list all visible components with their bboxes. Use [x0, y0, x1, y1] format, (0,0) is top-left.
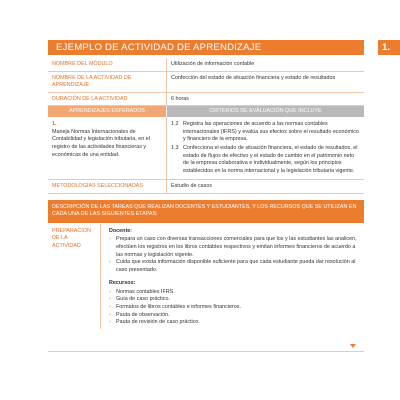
bullet-arrow-icon: ›	[109, 319, 111, 326]
info-row-activity	[48, 72, 364, 93]
resource-item-text: Guía de caso práctico.	[116, 296, 170, 303]
teacher-title: Docente:	[109, 227, 133, 234]
learning-header: APRENDIZAJES ESPERADOS	[48, 106, 166, 117]
column-headers	[48, 106, 364, 117]
resource-item-text: Pauta de revisión de caso práctico.	[116, 319, 200, 326]
info-row-duration	[48, 93, 364, 107]
criterion-text: Registra las operaciones de acuerdo a las normas contables internacionales (IFRS) y evalúa sus efectos sobre el resultado económico y financiero de la empresa.	[183, 121, 359, 143]
learning-number: 1.	[52, 121, 57, 128]
bottom-divider	[48, 351, 364, 352]
bullet-arrow-icon: ›	[109, 236, 111, 243]
bullet-arrow-icon: ›	[109, 288, 111, 295]
bullet-arrow-icon: ›	[109, 303, 111, 310]
preparation-row	[48, 224, 364, 329]
duration-label: DURACIÓN DE LA ACTIVIDAD	[52, 95, 128, 102]
resource-item	[109, 289, 360, 297]
description-banner: DESCRIPCIÓN DE LAS TAREAS QUE REALIZAN DOCENTES Y ESTUDIANTES, Y LOS RECURSOS QUE SE UTILIZAN EN CADA UNA DE LAS SIGUIENTES ETAPAS:	[48, 200, 364, 223]
resource-item	[109, 296, 360, 304]
bullet-arrow-icon: ›	[109, 259, 111, 266]
criteria-header: CRITERIOS DE EVALUACIÓN QUE INCLUYE	[166, 106, 364, 117]
bullet-arrow-icon: ›	[109, 296, 111, 303]
methodology-row	[48, 180, 364, 194]
page-number: 1.	[378, 40, 400, 55]
teacher-item	[109, 236, 360, 259]
activity-table	[48, 58, 364, 329]
learning-cell	[48, 117, 166, 179]
criterion-text: Confecciona el estado de situación financiera, el estado de resultados, el estado de flujos de efectivo y el estado de cambio en el patrimonio neto de la empresa colaborativa e individualmente, según los principios establecidos en la norma internacional y la legislación tributaria vigente.	[183, 144, 358, 174]
resource-item	[109, 304, 360, 312]
module-value: Utilización de información contable	[166, 58, 364, 71]
module-label: NOMBRE DEL MÓDULO	[52, 61, 113, 67]
resource-item-text: Normas contables IFRS.	[116, 288, 175, 295]
resource-item	[109, 312, 360, 320]
criteria-cell	[166, 117, 364, 179]
teacher-item-text: Cuida que exista información disponible suficiente para que cada estudiante pueda dar resolución al caso presentado.	[116, 259, 356, 273]
teacher-item	[109, 259, 360, 274]
resource-item	[109, 319, 360, 327]
learning-criteria-row	[48, 117, 364, 180]
methodology-label: METODOLOGÍAS SELECCIONADAS	[52, 183, 143, 190]
resource-item-text: Formatos de libros contables e informes financieros.	[116, 303, 241, 310]
teacher-item-text: Prepara un caso con diversas transacciones comerciales para que los y las estudiantes las analicen, efectúen los registros en los libros contables respectivos y emitan informes financieros de acuerdo a las normas y legislación vigente.	[116, 236, 357, 258]
methodology-value: Estudio de casos	[166, 180, 364, 193]
page-title: EJEMPLO DE ACTIVIDAD DE APRENDIZAJE	[48, 40, 364, 55]
preparation-body	[100, 224, 364, 329]
duration-value: 6 horas	[166, 93, 364, 106]
preparation-label: PREPARACIÓN DE LA ACTIVIDAD	[52, 227, 91, 249]
continue-arrow-icon	[350, 344, 356, 348]
criterion-number: 1.2	[171, 121, 179, 128]
criterion-item	[171, 145, 360, 175]
criterion-item	[171, 121, 360, 144]
resource-item-text: Pauta de observación.	[116, 311, 170, 318]
info-row-module	[48, 58, 364, 72]
activity-value: Confección del estado de situación financiera y estado de resultados	[166, 72, 364, 92]
learning-text: Maneja Normas Internacionales de Contabilidad y legislación tributaria, en el registro de las actividades financieras y económicas de una entidad.	[52, 128, 150, 158]
resources-title: Recursos:	[109, 280, 136, 287]
bullet-arrow-icon: ›	[109, 311, 111, 318]
criterion-number: 1.3	[171, 144, 179, 151]
activity-label: NOMBRE DE LA ACTIVIDAD DE APRENDIZAJE	[52, 74, 132, 89]
